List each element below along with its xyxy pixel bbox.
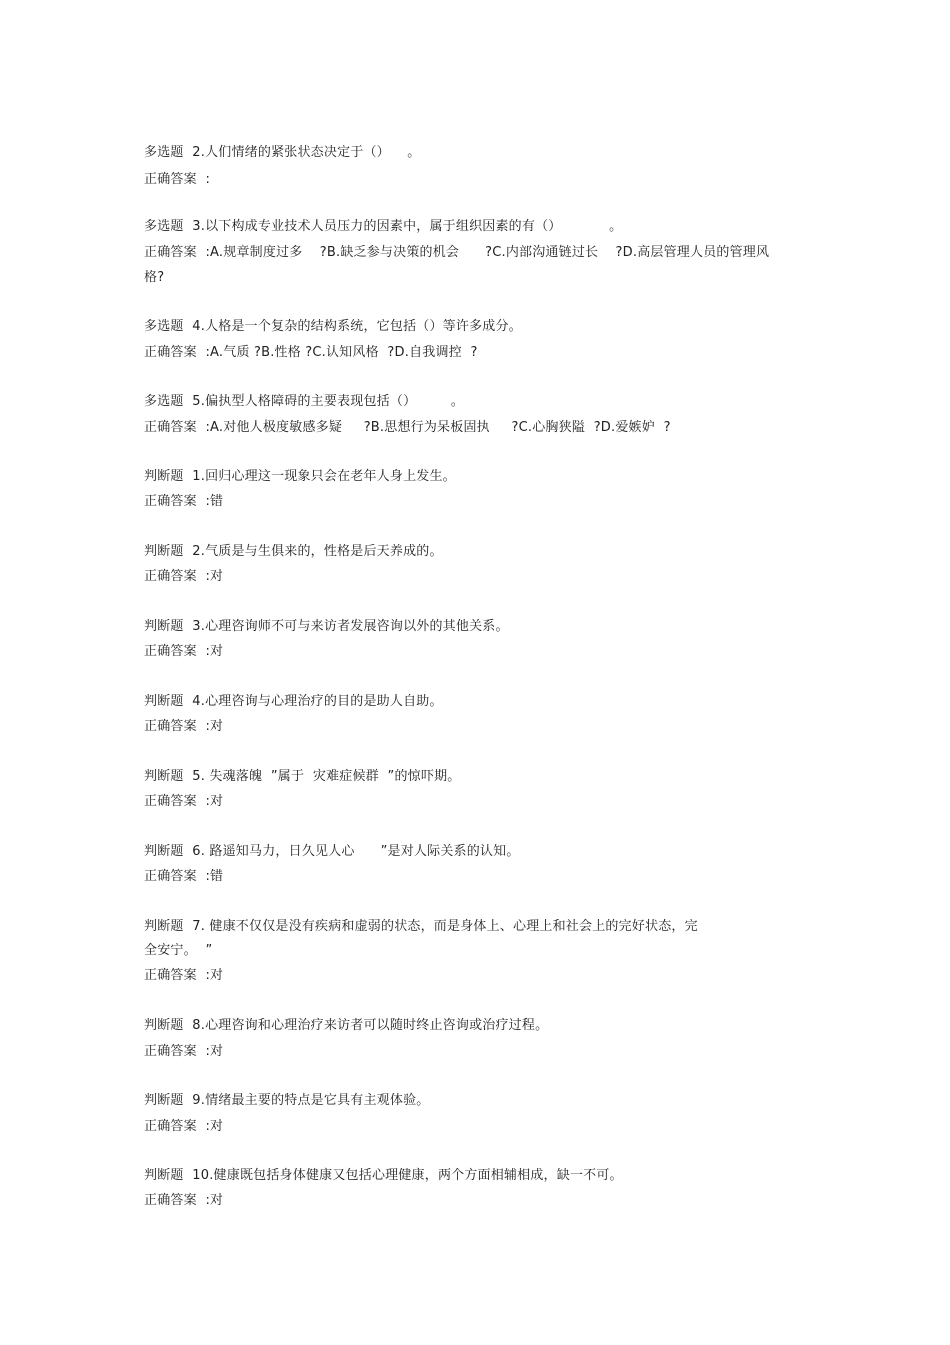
question-text: 判断题 4.心理咨询与心理治疗的目的是助人自助。: [144, 694, 443, 709]
question-text: 判断题 9.情绪最主要的特点是它具有主观体验。: [144, 1093, 430, 1108]
question-text: 多选题 4.人格是一个复杂的结构系统，它包括（）等许多成分。: [144, 319, 522, 334]
answer-text: 正确答案 :错: [144, 869, 224, 884]
question-text: 判断题 7. 健康不仅仅是没有疾病和虚弱的状态，而是身体上、心理上和社会上的完好状态，完: [144, 919, 698, 934]
question-text: 判断题 1.回归心理这一现象只会在老年人身上发生。: [144, 469, 456, 484]
answer-text: 正确答案 :对: [144, 794, 224, 809]
answer-text: 正确答案 :A.规章制度过多 ?B.缺乏参与决策的机会 ?C.内部沟通链过长 ?D.高层管理人员的管理风: [144, 245, 770, 260]
question-text: 判断题 5. 失魂落魄 ”属于 灾难症候群 ”的惊吓期。: [144, 769, 461, 784]
question-text: 判断题 2.气质是与生俱来的，性格是后天养成的。: [144, 544, 443, 559]
question-text: 多选题 2.人们情绪的紧张状态决定于（） 。: [144, 145, 421, 160]
answer-text: 正确答案 :对: [144, 1193, 224, 1208]
answer-text: 正确答案 :错: [144, 494, 224, 509]
question-text: 判断题 3.心理咨询师不可与来访者发展咨询以外的其他关系。: [144, 619, 509, 634]
answer-text: 正确答案 :对: [144, 968, 224, 983]
answer-text-continuation: 格?: [144, 270, 165, 285]
question-text: 判断题 10.健康既包括身体健康又包括心理健康，两个方面相辅相成，缺一不可。: [144, 1168, 623, 1183]
question-text: 判断题 6. 路遥知马力，日久见人心 ”是对人际关系的认知。: [144, 844, 520, 859]
answer-text: 正确答案 :对: [144, 719, 224, 734]
answer-text: 正确答案 :对: [144, 1119, 224, 1134]
answer-text: 正确答案 :: [144, 172, 211, 187]
answer-text: 正确答案 :对: [144, 644, 224, 659]
answer-text: 正确答案 :对: [144, 569, 224, 584]
question-text: 判断题 8.心理咨询和心理治疗来访者可以随时终止咨询或治疗过程。: [144, 1018, 549, 1033]
question-text-continuation: 全安宁。 ”: [144, 943, 213, 958]
question-text: 多选题 3.以下构成专业技术人员压力的因素中，属于组织因素的有（） 。: [144, 219, 623, 234]
answer-text: 正确答案 :A.对他人极度敏感多疑 ?B.思想行为呆板固执 ?C.心胸狭隘 ?D.爱嫉妒 ?: [144, 420, 671, 435]
answer-text: 正确答案 :A.气质 ?B.性格 ?C.认知风格 ?D.自我调控 ?: [144, 345, 478, 360]
answer-text: 正确答案 :对: [144, 1044, 224, 1059]
question-text: 多选题 5.偏执型人格障碍的主要表现包括（） 。: [144, 394, 465, 409]
